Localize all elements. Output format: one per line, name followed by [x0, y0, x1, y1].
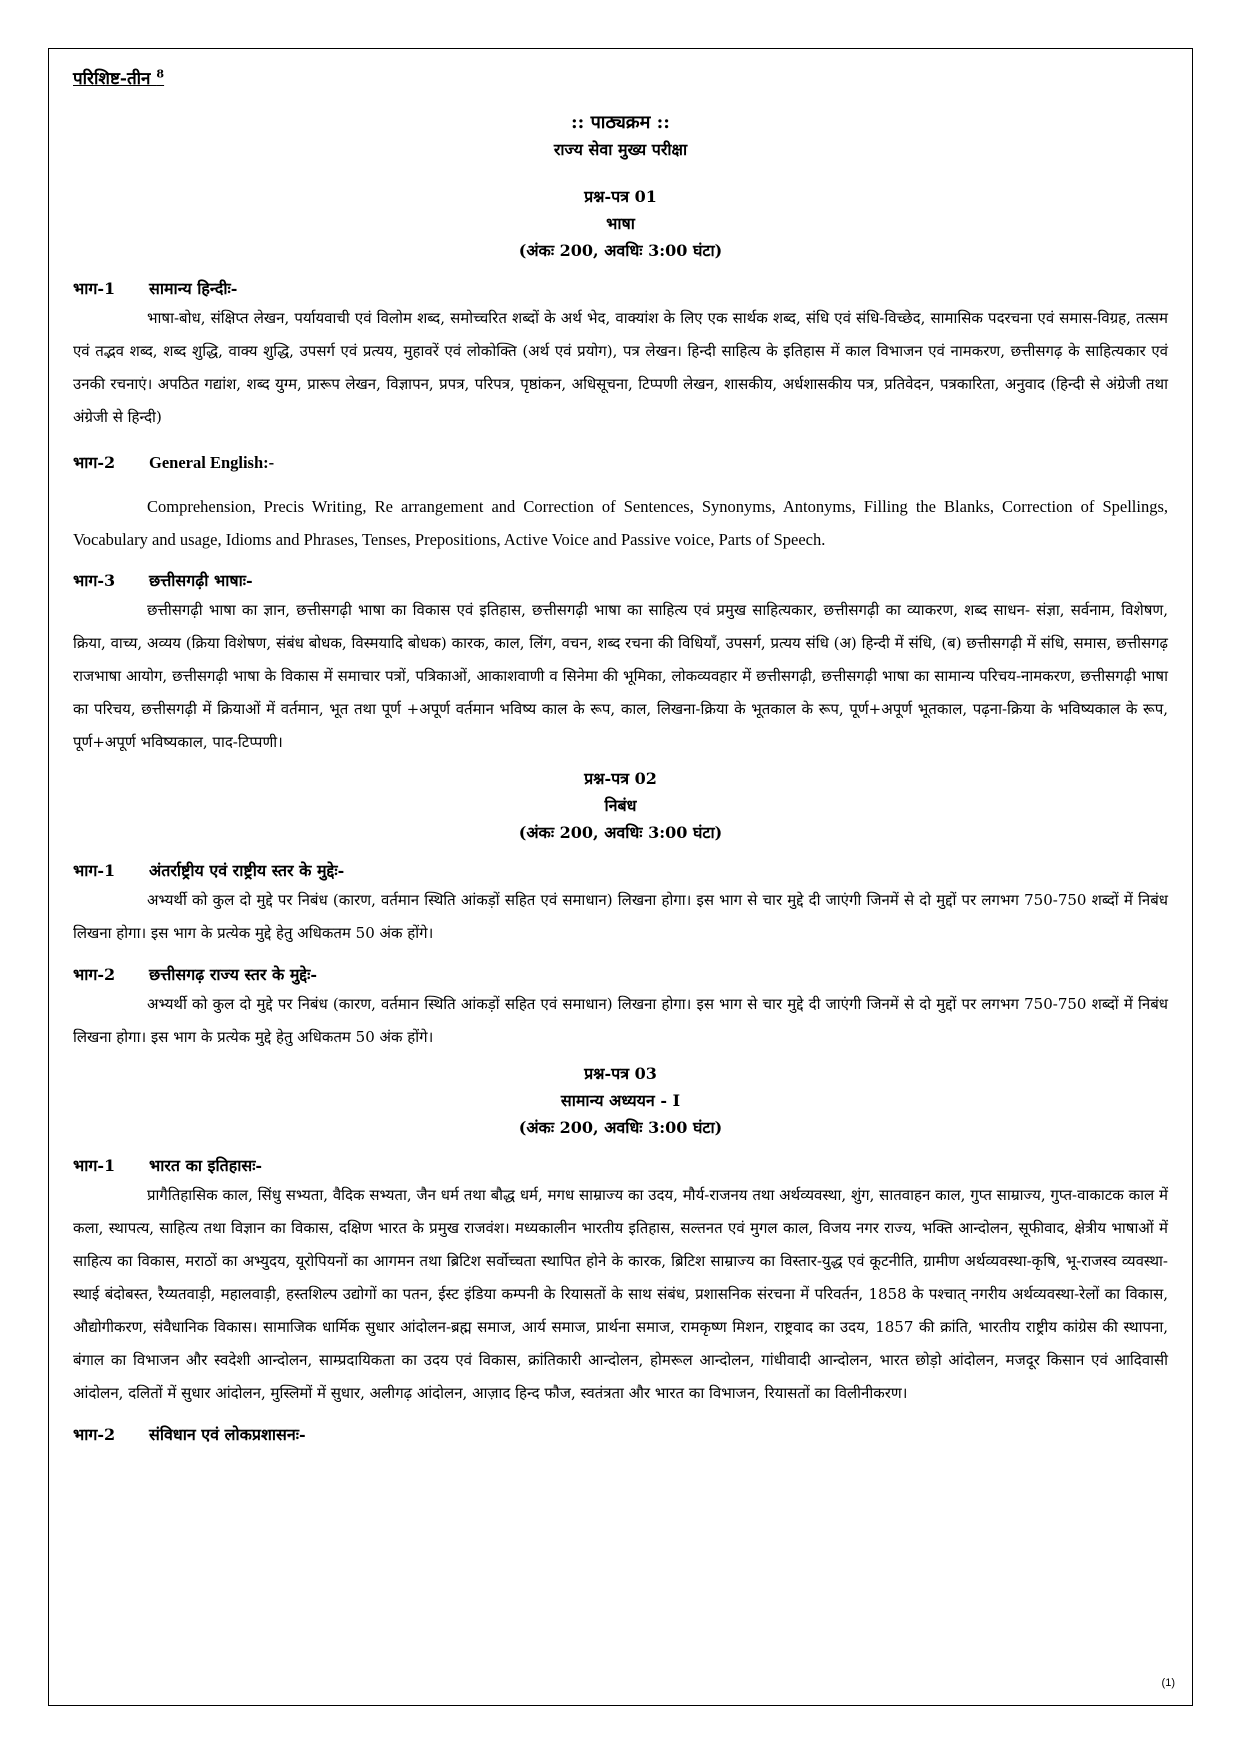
paper2-title: प्रश्न-पत्र 02 [584, 769, 657, 788]
paper1-part3-heading: भाग-3 छत्तीसगढ़ी भाषाः- [73, 571, 253, 590]
page-number: (1) [1161, 1677, 1175, 1689]
paper3-title: प्रश्न-पत्र 03 [584, 1064, 657, 1083]
paper2-part2-text: अभ्यर्थी को कुल दो मुद्दे पर निबंध (कारण, वर्तमान स्थिति आंकड़ों सहित एवं समाधान) लिखना होगा। इस भाग से चार मुद्दे दी जाएंगी जिनमें से दो मुद्दों पर लगभग 750-750 शब्दों में निबंध लिखना होगा। इस भाग के प्रत्येक मुद्दे हेतु अधिकतम 50 अंक होंगे। [73, 995, 1168, 1046]
paper1-part2-heading: भाग-2 General English:- [73, 453, 275, 472]
paper3-part1-text: प्रागैतिहासिक काल, सिंधु सभ्यता, वैदिक सभ्यता, जैन धर्म तथा बौद्ध धर्म, मगध साम्राज्य का उदय, मौर्य-राजनय तथा अर्थव्यवस्था, शुंग, सातवाहन काल, गुप्त साम्राज्य, गुप्त-वाकाटक काल में कला, स्थापत्य, साहित्य तथा विज्ञान का विकास, दक्षिण भारत के प्रमुख राजवंश। मध्यकालीन भारतीय इतिहास, सल्तनत एवं मुगल काल, विजय नगर राज्य, भक्ति आन्दोलन, सूफीवाद, क्षेत्रीय भाषाओं में साहित्य का विकास, मराठों का अभ्युदय, यूरोपियनों का आगमन तथा ब्रिटिश सर्वोच्चता स्थापित होने के कारक, ब्रिटिश साम्राज्य का विस्तार-युद्ध एवं कूटनीति, ग्रामीण अर्थव्यवस्था-कृषि, भू-राजस्व व्यवस्था-स्थाई बंदोबस्त, रैय्यतवाड़ी, महालवाड़ी, हस्तशिल्प उद्योगों का पतन, ईस्ट इंडिया कम्पनी के रियासतों के साथ संबंध, प्रशासनिक संरचना में परिवर्तन, 1858 के पश्चात् नगरीय अर्थव्यवस्था-रेलों का विकास, औद्योगीकरण, संवैधानिक विकास। सामाजिक धार्मिक सुधार आंदोलन-ब्रह्म समाज, आर्य समाज, प्रार्थना समाज, रामकृष्ण मिशन, राष्ट्रवाद का उदय, 1857 की क्रांति, भारतीय राष्ट्रीय कांग्रेस की स्थापना, बंगाल का विभाजन और स्वदेशी आन्दोलन, साम्प्रदायिकता का उदय एवं विकास, क्रांतिकारी आन्दोलन, होमरूल आन्दोलन, गांधीवादी आन्दोलन, भारत छोड़ो आंदोलन, मजदूर किसान एवं आदिवासी आंदोलन, दलितों में सुधार आंदोलन, मुस्लिमों में सुधार, अलीगढ़ आंदोलन, आज़ाद हिन्द फौज, स्वतंत्रता और भारत का विभाजन, रियासतों का विलीनीकरण। [73, 1186, 1168, 1402]
paper1-part2-text: Comprehension, Precis Writing, Re arrangement and Correction of Sentences, Synonyms, Antonyms, Filling the Blanks, Correction of Spellings, Vocabulary and usage, Idioms and Phrases, Tenses, Prepositions, Active Voice and Passive voice, Parts of Speech. [73, 497, 1168, 549]
syllabus-heading: :: पाठ्यक्रम :: [571, 112, 670, 133]
paper1-name: भाषा [606, 214, 635, 233]
paper1-marks: (अंकः 200, अवधिः 3:00 घंटा) [518, 241, 723, 260]
appendix-label: परिशिष्ट-तीन $^8$ [73, 67, 165, 89]
paper2-part2-heading: भाग-2 छत्तीसगढ़ राज्य स्तर के मुद्देः- [73, 965, 318, 984]
paper1-part1-heading: भाग-1 सामान्य हिन्दीः- [73, 279, 238, 298]
document-body [73, 66, 1168, 1448]
paper3-marks: (अंकः 200, अवधिः 3:00 घंटा) [518, 1118, 723, 1137]
paper2-marks: (अंकः 200, अवधिः 3:00 घंटा) [518, 823, 723, 842]
paper3-part2-heading: भाग-2 संविधान एवं लोकप्रशासनः- [73, 1425, 306, 1444]
paper3-part1-heading: भाग-1 भारत का इतिहासः- [73, 1156, 263, 1175]
paper2-part1-text: अभ्यर्थी को कुल दो मुद्दे पर निबंध (कारण, वर्तमान स्थिति आंकड़ों सहित एवं समाधान) लिखना होगा। इस भाग से चार मुद्दे दी जाएंगी जिनमें से दो मुद्दों पर लगभग 750-750 शब्दों में निबंध लिखना होगा। इस भाग के प्रत्येक मुद्दे हेतु अधिकतम 50 अंक होंगे। [73, 891, 1168, 942]
paper2-part1-heading: भाग-1 अंतर्राष्ट्रीय एवं राष्ट्रीय स्तर के मुद्देः- [73, 861, 345, 880]
paper1-part1-text: भाषा-बोध, संक्षिप्त लेखन, पर्यायवाची एवं विलोम शब्द, समोच्चरित शब्दों के अर्थ भेद, वाक्यांश के लिए एक सार्थक शब्द, संधि एवं संधि-विच्छेद, सामासिक पदरचना एवं समास-विग्रह, तत्सम एवं तद्भव शब्द, शब्द शुद्धि, वाक्य शुद्धि, उपसर्ग एवं प्रत्यय, मुहावरें एवं लोकोक्ति (अर्थ एवं प्रयोग), पत्र लेखन। हिन्दी साहित्य के इतिहास में काल विभाजन एवं नामकरण, छत्तीसगढ़ के साहित्यकार एवं उनकी रचनाएं। अपठित गद्यांश, शब्द युग्म, प्रारूप लेखन, विज्ञापन, प्रपत्र, परिपत्र, पृष्ठांकन, अधिसूचना, टिप्पणी लेखन, शासकीय, अर्धशासकीय पत्र, प्रतिवेदन, पत्रकारिता, अनुवाद (हिन्दी से अंग्रेजी तथा अंग्रेजी से हिन्दी) [73, 309, 1168, 426]
paper1-title: प्रश्न-पत्र 01 [584, 187, 657, 206]
paper3-name: सामान्य अध्ययन - I [560, 1091, 681, 1110]
syllabus-subtitle: राज्य सेवा मुख्य परीक्षा [553, 140, 688, 159]
paper1-part3-text: छत्तीसगढ़ी भाषा का ज्ञान, छत्तीसगढ़ी भाषा का विकास एवं इतिहास, छत्तीसगढ़ी भाषा का साहित्य एवं प्रमुख साहित्यकार, छत्तीसगढ़ी का व्याकरण, शब्द साधन- संज्ञा, सर्वनाम, विशेषण, क्रिया, वाच्य, अव्यय (क्रिया विशेषण, संबंध बोधक, विस्मयादि बोधक) कारक, काल, लिंग, वचन, शब्द रचना की विधियॉं, उपसर्ग, प्रत्यय संधि (अ) हिन्दी में संधि, (ब) छत्तीसगढ़ी में संधि, समास, छत्तीसगढ़ राजभाषा आयोग, छत्तीसगढ़ी भाषा के विकास में समाचार पत्रों, पत्रिकाओं, आकाशवाणी व सिनेमा की भूमिका, लोकव्यवहार में छत्तीसगढ़ी, छत्तीसगढ़ी भाषा का सामान्य परिचय-नामकरण, छत्तीसगढ़ी भाषा का परिचय, छत्तीसगढ़ी में क्रियाओं में वर्तमान, भूत तथा पूर्ण +अपूर्ण वर्तमान भविष्य काल के रूप, काल, लिखना-क्रिया के भूतकाल के रूप, पूर्ण+अपूर्ण भूतकाल, पढ़ना-क्रिया के भविष्यकाल के रूप, पूर्ण+अपूर्ण भविष्यकाल, पाद-टिप्पणी। [73, 601, 1168, 751]
paper2-name: निबंध [604, 796, 637, 815]
